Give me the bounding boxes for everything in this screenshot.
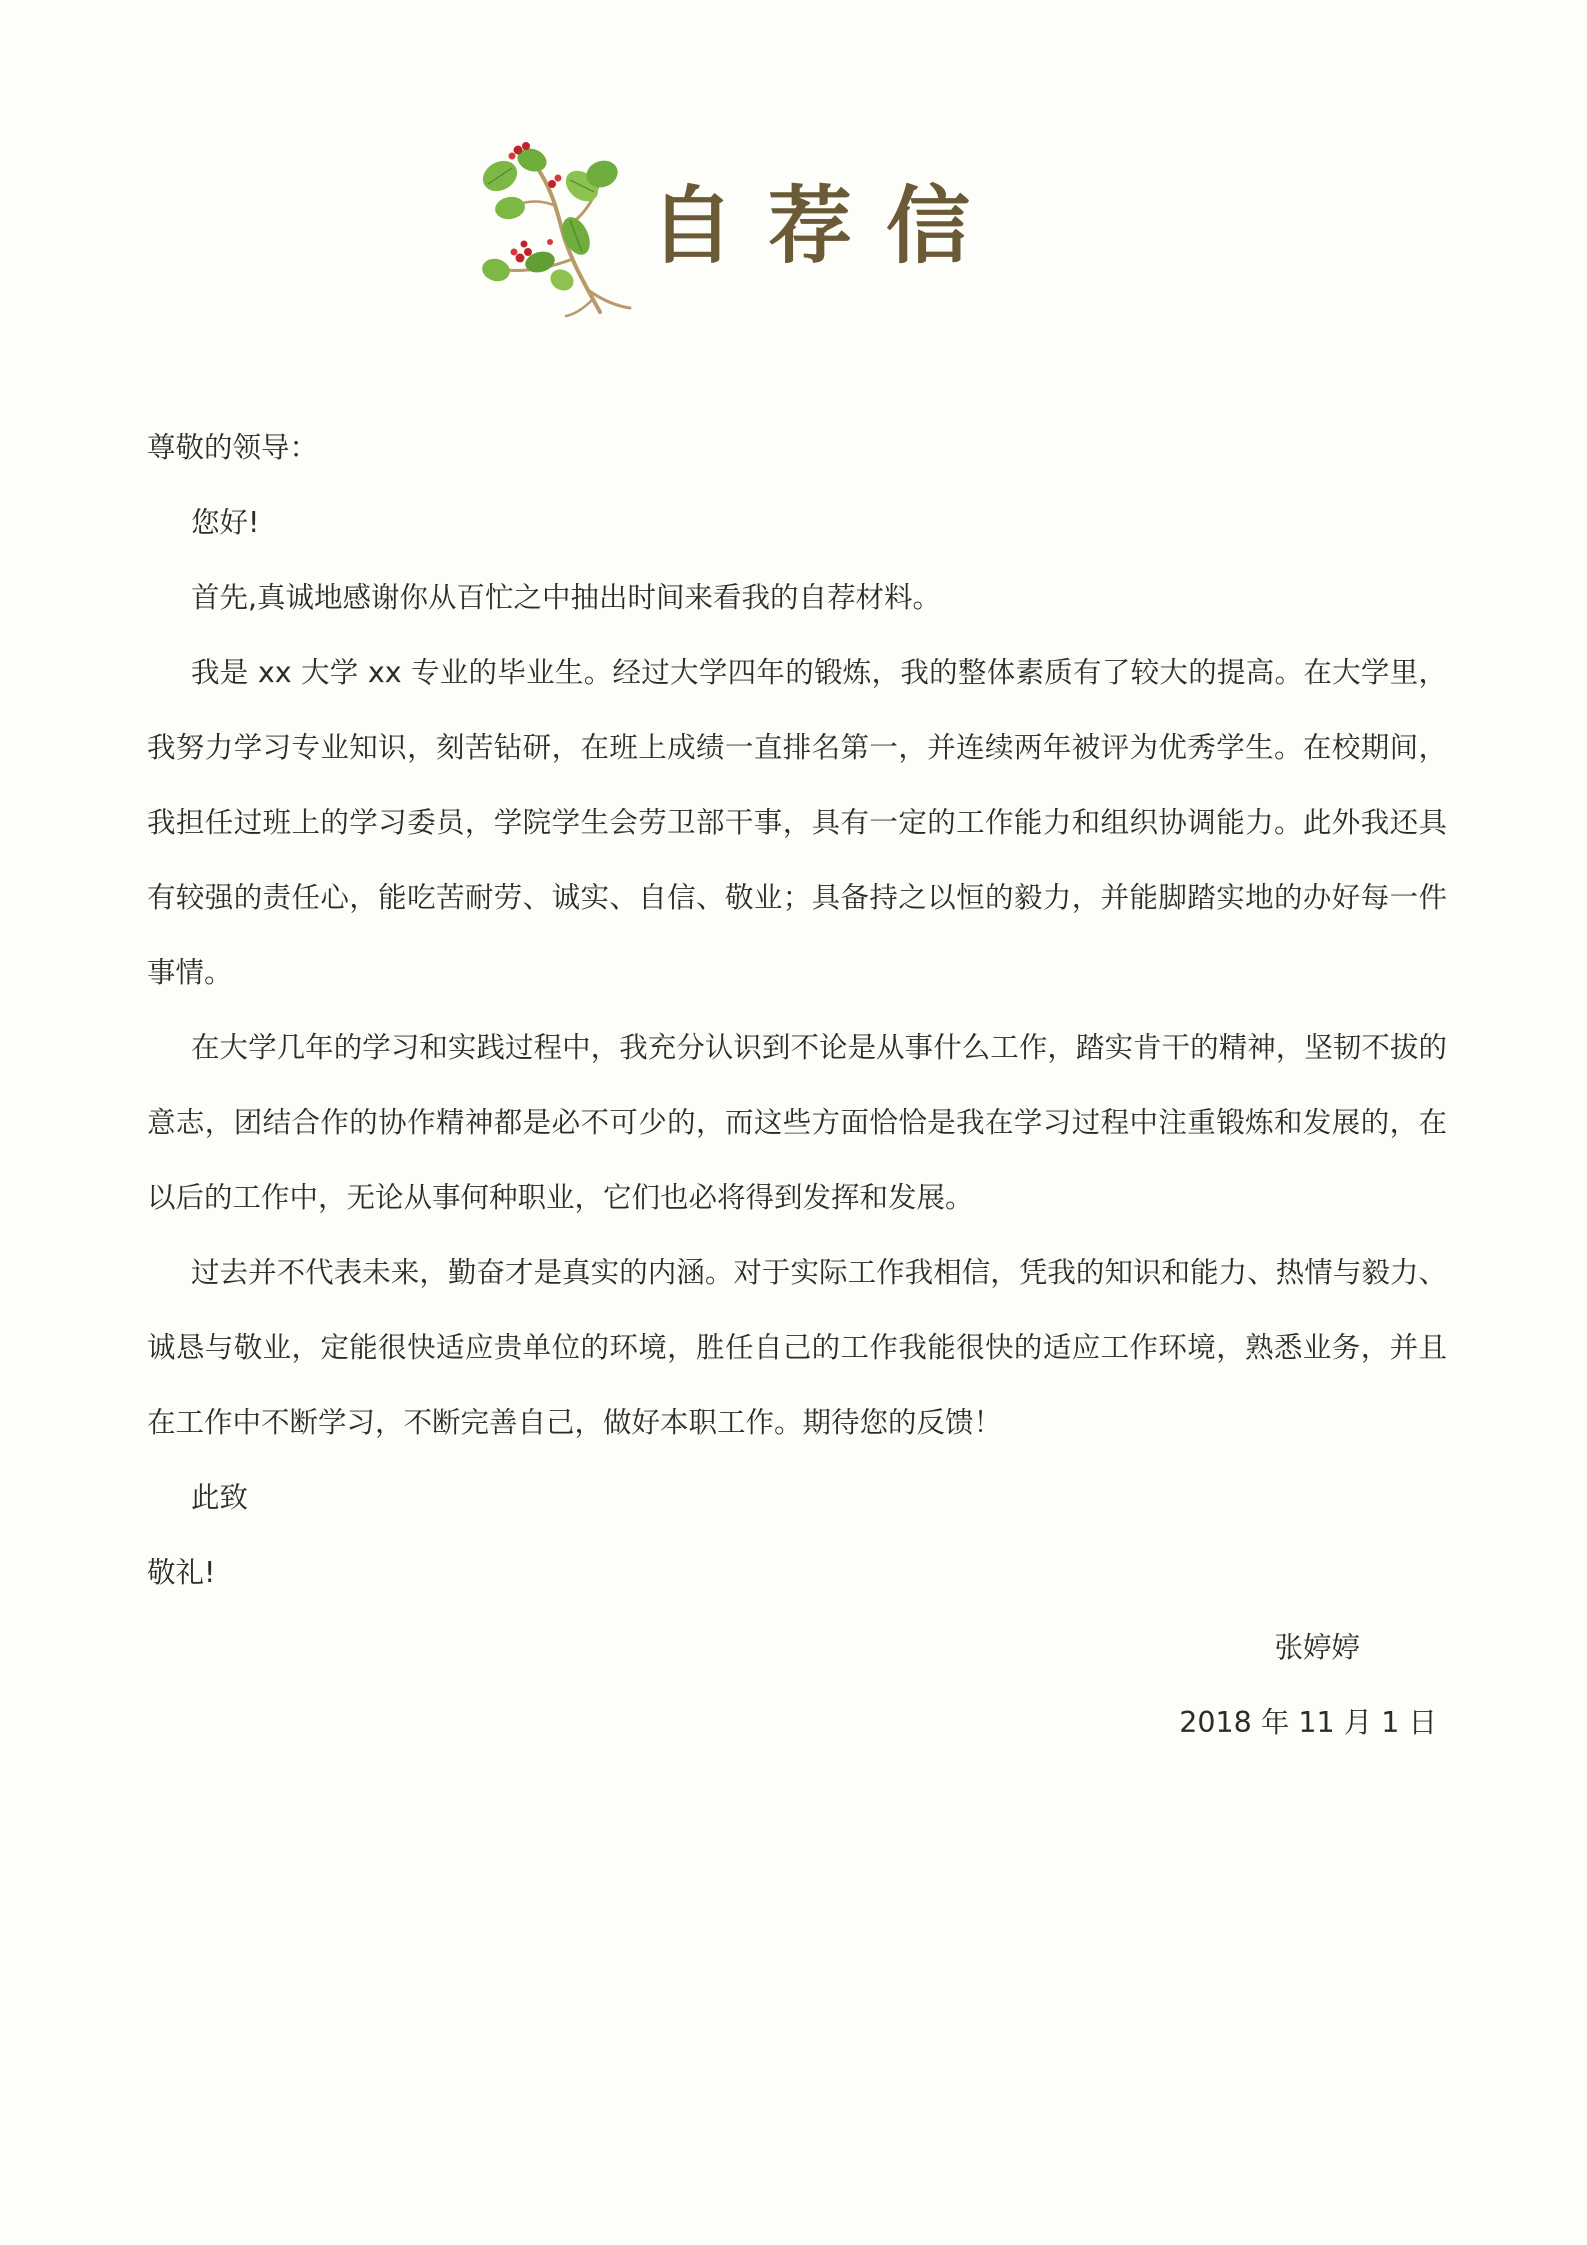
letter-header [470,140,1005,320]
salutation: 尊敬的领导： [147,431,319,464]
signature-date: 2018 年 11 月 1 日 [1179,1706,1437,1739]
paragraph: 过去并不代表未来，勤奋才是真实的内涵。对于实际工作我相信，凭我的知识和能力、热情与毅力、诚恳与敬业，定能很快适应贵单位的环境，胜任自己的工作我能很快的适应工作环境，熟悉业务，并且在工作中不断学习，不断完善自己，做好本职工作。期待您的反馈！ [147,1256,1447,1439]
signature-name: 张婷婷 [1274,1631,1360,1664]
closing: 此致 [191,1481,249,1514]
paragraph: 我是 xx 大学 xx 专业的毕业生。经过大学四年的锻炼，我的整体素质有了较大的提高。在大学里，我努力学习专业知识，刻苦钻研，在班上成绩一直排名第一，并连续两年被评为优秀学生。在校期间，我担任过班上的学习委员，学院学生会劳卫部干事，具有一定的工作能力和组织协调能力。此外我还具有较强的责任心，能吃苦耐劳、诚实、自信、敬业；具备持之以恒的毅力，并能脚踏实地的办好每一件事情。 [147,656,1447,989]
paragraph: 首先,真诚地感谢你从百忙之中抽出时间来看我的自荐材料。 [191,581,942,614]
greeting: 您好! [191,506,260,539]
branch-icon [470,140,640,320]
letter-body [147,410,1447,1610]
letter-title: 自荐信 [650,176,1005,275]
signature-block [1179,1610,1437,1760]
regards: 敬礼! [147,1556,216,1589]
paragraph: 在大学几年的学习和实践过程中，我充分认识到不论是从事什么工作，踏实肯干的精神，坚韧不拔的意志，团结合作的协作精神都是必不可少的，而这些方面恰恰是我在学习过程中注重锻炼和发展的，在以后的工作中，无论从事何种职业，它们也必将得到发挥和发展。 [147,1031,1447,1214]
